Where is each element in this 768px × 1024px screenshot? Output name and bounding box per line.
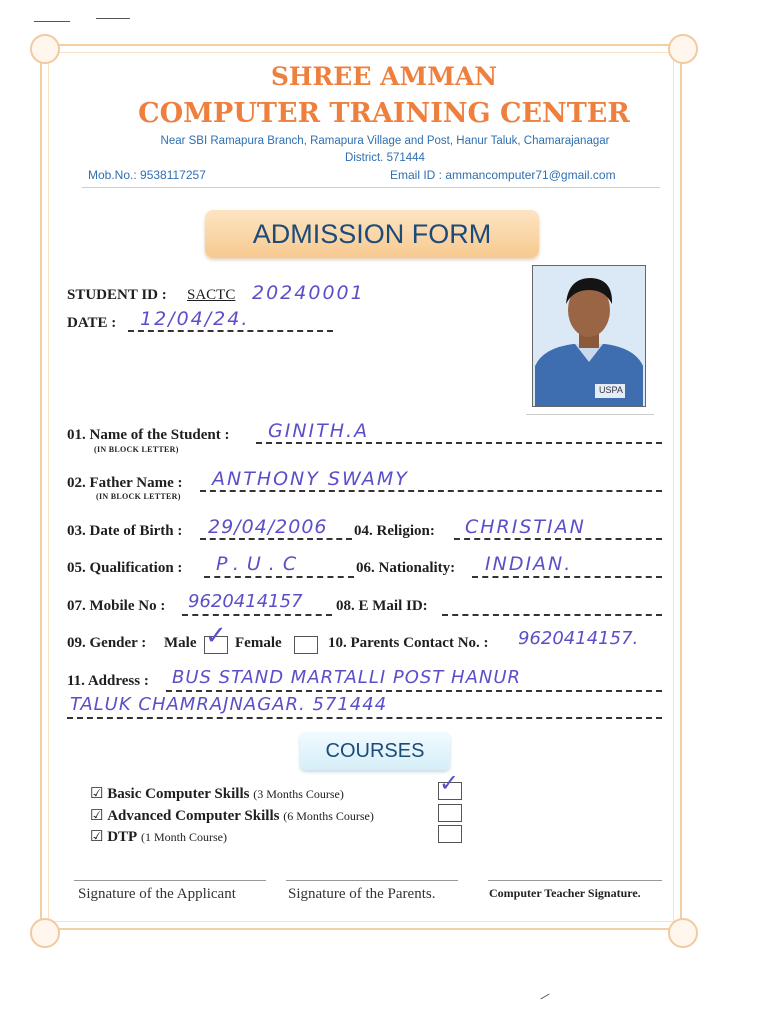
email-label: 08. E Mail ID: [336,598,428,614]
qualification-line [204,576,354,578]
gender-label: 09. Gender : [67,635,147,651]
institute-name-line2: COMPUTER TRAINING CENTER [138,98,630,129]
date-value: 12/04/24. [140,308,250,330]
course-name: Basic Computer Skills [107,786,250,802]
course-item [90,806,374,825]
parents-contact-value: 9620414157. [518,628,639,649]
religion-label: 04. Religion: [354,523,435,539]
institute-mobile: Mob.No.: 9538117257 [88,168,206,182]
religion-line [454,538,662,540]
institute-name-line1: SHREE AMMAN [270,62,498,91]
mobile-value: 9620414157 [188,591,303,612]
photo-guide [526,414,654,415]
course-duration: (6 Months Course) [283,809,374,823]
form-title: ADMISSION FORM [205,210,539,258]
mobile-label: 07. Mobile No : [67,598,166,614]
gender-female-label: Female [235,635,282,651]
teacher-signature-line [488,880,662,881]
parents-contact-label: 10. Parents Contact No. : [328,635,489,651]
applicant-signature-line [74,880,266,881]
course-name: DTP [107,829,138,845]
gender-female-checkbox[interactable] [294,636,318,654]
parents-signature-line [286,880,458,881]
course-check-icon: ☑ [90,808,104,824]
qualification-label: 05. Qualification : [67,560,183,576]
student-id-value: 20240001 [252,282,365,304]
dob-value: 29/04/2006 [208,516,328,538]
corner-ornament [30,34,60,64]
qualification-value: P.U.C [216,553,305,575]
dob-label: 03. Date of Birth : [67,523,183,539]
mobile-line [182,614,332,616]
dob-line [200,538,352,540]
course-item [90,827,227,846]
nationality-value: INDIAN. [485,553,573,575]
student-id-label: STUDENT ID : [67,287,167,303]
address-label: 11. Address : [67,673,149,689]
course-dtp-checkbox[interactable] [438,825,462,843]
parents-signature-label: Signature of the Parents. [288,886,436,902]
scan-mark [540,994,549,1000]
student-id-prefix: SACTC [187,287,236,303]
gender-male-check-mark: ✓ [205,621,227,651]
course-duration: (1 Month Course) [140,830,227,844]
course-advanced-checkbox[interactable] [438,804,462,822]
nationality-label: 06. Nationality: [356,560,456,576]
applicant-signature-label: Signature of the Applicant [78,886,236,902]
student-photo [532,265,646,407]
photo-shirt-logo: USPA [599,385,623,395]
corner-ornament [30,918,60,948]
email-line [442,614,662,616]
name-line [256,442,662,444]
institute-district: District. 571444 [345,152,425,164]
address-value-line2: TALUK CHAMRAJNAGAR. 571444 [70,694,388,715]
address-value-line1: BUS STAND MARTALLI POST HANUR [172,667,522,688]
course-basic-checkbox[interactable] [438,769,462,800]
course-check-icon: ☑ [90,829,104,845]
scan-mark [96,18,130,19]
gender-male-label: Male [164,635,197,651]
name-sublabel: (IN BLOCK LETTER) [94,445,179,454]
corner-ornament [668,34,698,64]
father-value: ANTHONY SWAMY [212,468,409,490]
course-check-icon: ☑ [90,786,104,802]
father-label: 02. Father Name : [67,475,183,491]
course-name: Advanced Computer Skills [107,808,280,824]
address-line1 [166,690,662,692]
course-basic-check-mark: ✓ [439,769,460,797]
nationality-line [472,576,662,578]
courses-title: COURSES [300,732,450,770]
institute-email: Email ID : ammancomputer71@gmail.com [390,168,616,182]
religion-value: CHRISTIAN [465,516,586,538]
institute-address: Near SBI Ramapura Branch, Ramapura Village and Post, Hanur Taluk, Chamarajanagar [160,135,610,147]
header-divider [82,187,660,188]
father-sublabel: (IN BLOCK LETTER) [96,492,181,501]
name-value: GINITH.A [268,420,370,442]
course-duration: (3 Months Course) [253,787,344,801]
name-label: 01. Name of the Student : [67,427,230,443]
gender-male-checkbox[interactable] [204,621,228,654]
date-line [128,330,333,332]
scan-mark [34,21,70,22]
date-label: DATE : [67,315,117,331]
address-line2 [67,717,662,719]
course-item [90,784,344,803]
teacher-signature-label: Computer Teacher Signature. [489,886,641,900]
corner-ornament [668,918,698,948]
father-line [200,490,662,492]
